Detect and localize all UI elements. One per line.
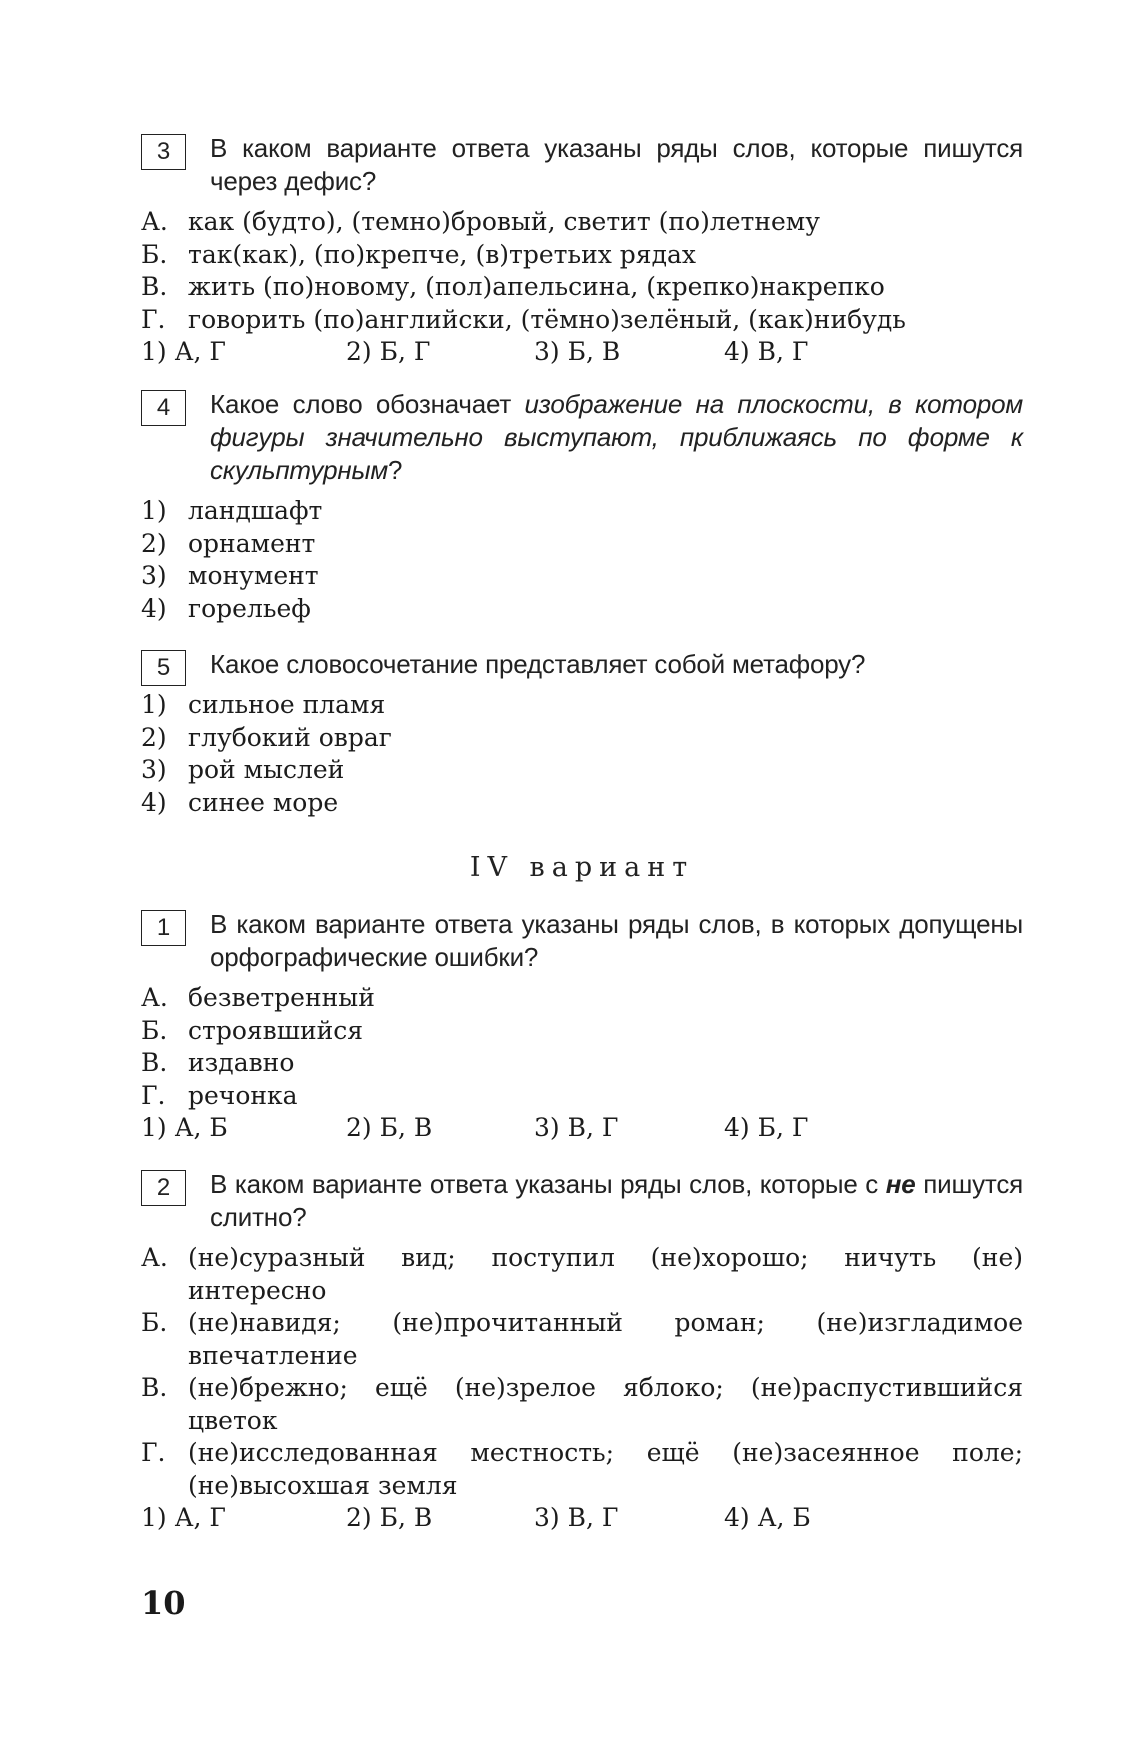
answer-choice-4: 4) В, Г xyxy=(724,337,809,366)
option-row: В. (не)брежно; ещё (не)зрелое яблоко; (не)распустившийся цветок xyxy=(141,1373,1023,1435)
option-row: 1) ландшафт xyxy=(141,496,323,525)
answer-choice-2: 2) Б, В xyxy=(346,1503,433,1532)
question-4-text: 4 Какое слово обозначает изображение на плоскости, в котором фигуры значительно выступают, приближаясь по форме к скульптурным? xyxy=(141,388,1023,487)
option-row: 3) рой мыслей xyxy=(141,755,345,784)
option-row: Г. говорить (по)английски, (тёмно)зелёный, (как)нибудь xyxy=(141,304,906,334)
option-row: А. как (будто), (темно)бровый, светит (по)летнему xyxy=(141,207,820,236)
answer-choice-3: 3) В, Г xyxy=(534,1503,619,1532)
question-3-text: 3 В каком варианте ответа указаны ряды слов, которые пишутся через дефис? xyxy=(141,132,1023,198)
option-row: 2) глубокий овраг xyxy=(141,722,392,752)
answer-choices xyxy=(141,1112,1023,1145)
option-row: 3) монумент xyxy=(141,561,319,590)
answer-choice-2: 2) Б, Г xyxy=(346,337,431,366)
option-row: Г. речонка xyxy=(141,1080,298,1110)
bold-ne: не xyxy=(885,1169,916,1199)
option-row: В. жить (по)новому, (пол)апельсина, (крепко)накрепко xyxy=(141,272,885,301)
answer-choices xyxy=(141,336,1023,369)
question-number-box: 1 xyxy=(141,910,186,946)
question-5-options xyxy=(141,689,1023,819)
answer-choice-4: 4) А, Б xyxy=(724,1503,811,1532)
question-number-box: 3 xyxy=(141,134,186,170)
answer-choice-4: 4) Б, Г xyxy=(724,1113,809,1142)
variant-question-1 xyxy=(141,908,1023,1145)
option-row: 4) горельеф xyxy=(141,593,311,623)
answer-choices xyxy=(141,1502,1023,1535)
question-3-options xyxy=(141,206,1023,369)
variant-question-1-options xyxy=(141,982,1023,1145)
question-4-options xyxy=(141,495,1023,625)
variant-heading: IV вариант xyxy=(469,852,695,883)
answer-choice-1: 1) А, Г xyxy=(141,337,226,366)
option-row: А. (не)суразный вид; поступил (не)хорошо; ничуть (не) интересно xyxy=(141,1243,1023,1305)
question-5 xyxy=(141,648,1023,819)
option-row: В. издавно xyxy=(141,1048,295,1077)
variant-question-2-text: 2 В каком варианте ответа указаны ряды слов, которые с не пишутся слитно? xyxy=(141,1168,1023,1234)
question-number-box: 2 xyxy=(141,1170,186,1206)
option-row: Г. (не)исследованная местность; ещё (не)засеянное поле; (не)высохшая земля xyxy=(141,1438,1023,1500)
option-row: А. безветренный xyxy=(141,983,375,1012)
answer-choice-1: 1) А, Б xyxy=(141,1113,228,1142)
option-row: Б. (не)навидя; (не)прочитанный роман; (не)изгладимое впечатление xyxy=(141,1308,1023,1370)
page-number: 10 xyxy=(141,1584,186,1622)
answer-choice-3: 3) В, Г xyxy=(534,1113,619,1142)
variant-question-1-text: 1 В каком варианте ответа указаны ряды слов, в которых допущены орфографические ошибки? xyxy=(141,908,1023,974)
option-row: 4) синее море xyxy=(141,787,339,817)
definition-italic: изображение на плоскости, в котором фигуры значительно выступают, приближаясь по форме к скульптурным xyxy=(210,389,1023,485)
answer-choice-1: 1) А, Г xyxy=(141,1503,226,1532)
question-5-text: 5 Какое словосочетание представляет собой метафору? xyxy=(141,648,1023,681)
option-row: 2) орнамент xyxy=(141,528,316,558)
answer-choice-3: 3) Б, В xyxy=(534,337,621,366)
variant-question-2-options xyxy=(141,1242,1023,1535)
question-4 xyxy=(141,388,1023,625)
question-3 xyxy=(141,132,1023,369)
option-row: Б. строявшийся xyxy=(141,1015,364,1045)
question-number-box: 4 xyxy=(141,390,186,426)
question-number-box: 5 xyxy=(141,650,186,686)
option-row: 1) сильное пламя xyxy=(141,690,386,719)
answer-choice-2: 2) Б, В xyxy=(346,1113,433,1142)
option-row: Б. так(как), (по)крепче, (в)третьих рядах xyxy=(141,239,696,269)
variant-question-2 xyxy=(141,1168,1023,1535)
